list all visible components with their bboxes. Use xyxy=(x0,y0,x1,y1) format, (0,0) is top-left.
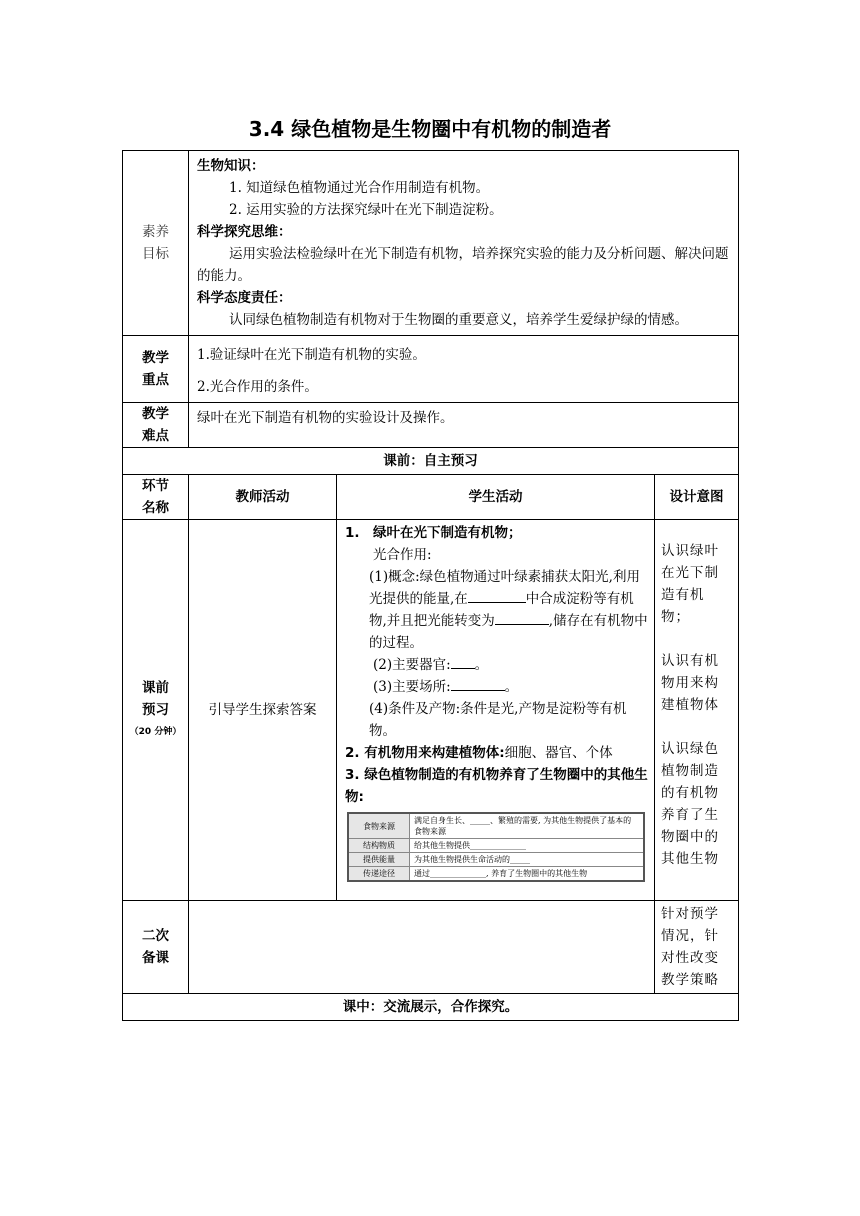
bio-item-2: 2. 运用实验的方法探究绿叶在光下制造淀粉。 xyxy=(229,202,503,218)
organ-line xyxy=(345,654,648,676)
key-points-label-line1: 教学 xyxy=(142,350,169,366)
science-thinking-heading: 科学探究思维： xyxy=(197,224,292,240)
goals-label-line2: 目标 xyxy=(142,246,169,262)
inner-key: 食物来源 xyxy=(348,813,410,839)
pre-class-stage-line2: 预习 xyxy=(142,702,169,718)
attitude-text: 认同绿色植物制造有机物对于生物圈的重要意义，培养学生爱绿护绿的情感。 xyxy=(229,312,688,328)
key-point-2: 2.光合作用的条件。 xyxy=(197,379,318,395)
photosynthesis-heading: 光合作用: xyxy=(373,547,432,563)
section-pre-row xyxy=(123,448,739,475)
student-item-3: 3. 绿色植物制造的有机物养育了生物圈中的其他生物: xyxy=(345,767,648,805)
bio-item-1: 1. 知道绿色植物通过光合作用制造有机物。 xyxy=(229,180,490,196)
student-item-1-title: 1. 绿叶在光下制造有机物； xyxy=(345,525,522,541)
key-point-1: 1.验证绿叶在光下制造有机物的实验。 xyxy=(197,347,426,363)
inner-row-food xyxy=(348,813,644,839)
intent-2: 认识有机物用来构建植物体 xyxy=(661,653,719,713)
key-points-content xyxy=(189,336,739,403)
condition-text: (4)条件及产物:条件是光,产物是淀粉等有机物。 xyxy=(369,701,627,739)
blank-site xyxy=(451,678,505,691)
document-title: 3.4 绿色植物是生物圈中有机物的制造者 xyxy=(248,117,612,141)
blank-location xyxy=(468,590,526,603)
organic-matter-table xyxy=(347,812,645,882)
header-teacher: 教师活动 xyxy=(189,475,337,520)
inner-value: 给其他生物提供______________ xyxy=(410,839,645,853)
key-points-row xyxy=(123,336,739,403)
concept-text-a: (1)概念:绿色植物通过叶绿素捕获太阳光,利用光提供的能量,在 xyxy=(369,569,640,607)
goals-content xyxy=(189,151,739,336)
student-item-2-title: 2. 有机物用来构建植物体: xyxy=(345,745,505,761)
concept-text-b: 中合成淀粉等有机物,并且把光能转变为 xyxy=(369,591,634,629)
second-prep-label-line2: 备课 xyxy=(142,950,169,966)
header-row xyxy=(123,475,739,520)
section-pre-title: 课前：自主预习 xyxy=(123,448,739,475)
section-in-row xyxy=(123,994,739,1021)
inner-value: 为其他生物提供生命活动的_____ xyxy=(410,853,645,867)
second-prep-row xyxy=(123,901,739,994)
site-text: (3)主要场所: xyxy=(373,679,451,695)
lesson-plan-table xyxy=(122,150,739,1021)
inner-value: 通过______________, 养育了生物圈中的其他生物 xyxy=(410,867,645,882)
second-prep-label xyxy=(123,901,189,994)
inner-row-transfer xyxy=(348,867,644,882)
blank-organ xyxy=(451,656,475,669)
difficulty-content xyxy=(189,403,739,448)
goals-label xyxy=(123,151,189,336)
key-points-label-line2: 重点 xyxy=(142,372,169,388)
pre-class-row xyxy=(123,520,739,901)
section-in-title: 课中：交流展示，合作探究。 xyxy=(123,994,739,1021)
inner-key: 传递途径 xyxy=(348,867,410,882)
inner-key: 结构物质 xyxy=(348,839,410,853)
key-points-label xyxy=(123,336,189,403)
bio-knowledge-heading: 生物知识： xyxy=(197,158,265,174)
difficulty-label xyxy=(123,403,189,448)
inner-row-structure xyxy=(348,839,644,853)
goals-row xyxy=(123,151,739,336)
difficulty-text: 绿叶在光下制造有机物的实验设计及操作。 xyxy=(197,410,454,426)
blank-energy xyxy=(495,612,549,625)
inner-row-energy xyxy=(348,853,644,867)
design-intent xyxy=(655,520,739,901)
concept-text xyxy=(345,566,648,654)
header-stage xyxy=(123,475,189,520)
difficulty-label-line2: 难点 xyxy=(142,428,169,444)
second-prep-label-line1: 二次 xyxy=(142,928,169,944)
student-activity xyxy=(337,520,655,901)
difficulty-row xyxy=(123,403,739,448)
inner-value: 满足自身生长、_____、繁殖的需要, 为其他生物提供了基本的食物来源 xyxy=(410,813,645,839)
student-item-2 xyxy=(345,742,648,764)
student-item-2-rest: 细胞、器官、个体 xyxy=(504,745,613,761)
concept-text-c: ,储存在有机物中的过程。 xyxy=(369,613,648,651)
pre-class-stage xyxy=(123,520,189,901)
attitude-heading: 科学态度责任： xyxy=(197,290,292,306)
pre-class-duration: （20 分钟） xyxy=(129,727,182,737)
pre-class-stage-line1: 课前 xyxy=(142,680,169,696)
site-line xyxy=(345,676,648,698)
second-prep-intent: 针对预学情况，针对性改变教学策略 xyxy=(655,901,739,994)
teacher-activity: 引导学生探索答案 xyxy=(189,520,337,901)
difficulty-label-line1: 教学 xyxy=(142,406,169,422)
header-stage-line2: 名称 xyxy=(142,500,169,516)
goals-label-line1: 素养 xyxy=(142,224,169,240)
header-student: 学生活动 xyxy=(337,475,655,520)
intent-3: 认识绿色植物制造的有机物养育了生物圈中的其他生物 xyxy=(661,741,719,867)
inner-key: 提供能量 xyxy=(348,853,410,867)
header-stage-line1: 环节 xyxy=(142,478,169,494)
second-prep-content[interactable] xyxy=(189,901,655,994)
organ-end: 。 xyxy=(474,657,489,673)
organ-text: (2)主要器官: xyxy=(373,657,451,673)
site-end: 。 xyxy=(504,679,519,695)
science-thinking-text: 运用实验法检验绿叶在光下制造有机物，培养探究实验的能力及分析问题、解决问题的能力。 xyxy=(197,246,729,284)
header-intent: 设计意图 xyxy=(655,475,739,520)
intent-1: 认识绿叶在光下制造有机物； xyxy=(661,543,719,625)
